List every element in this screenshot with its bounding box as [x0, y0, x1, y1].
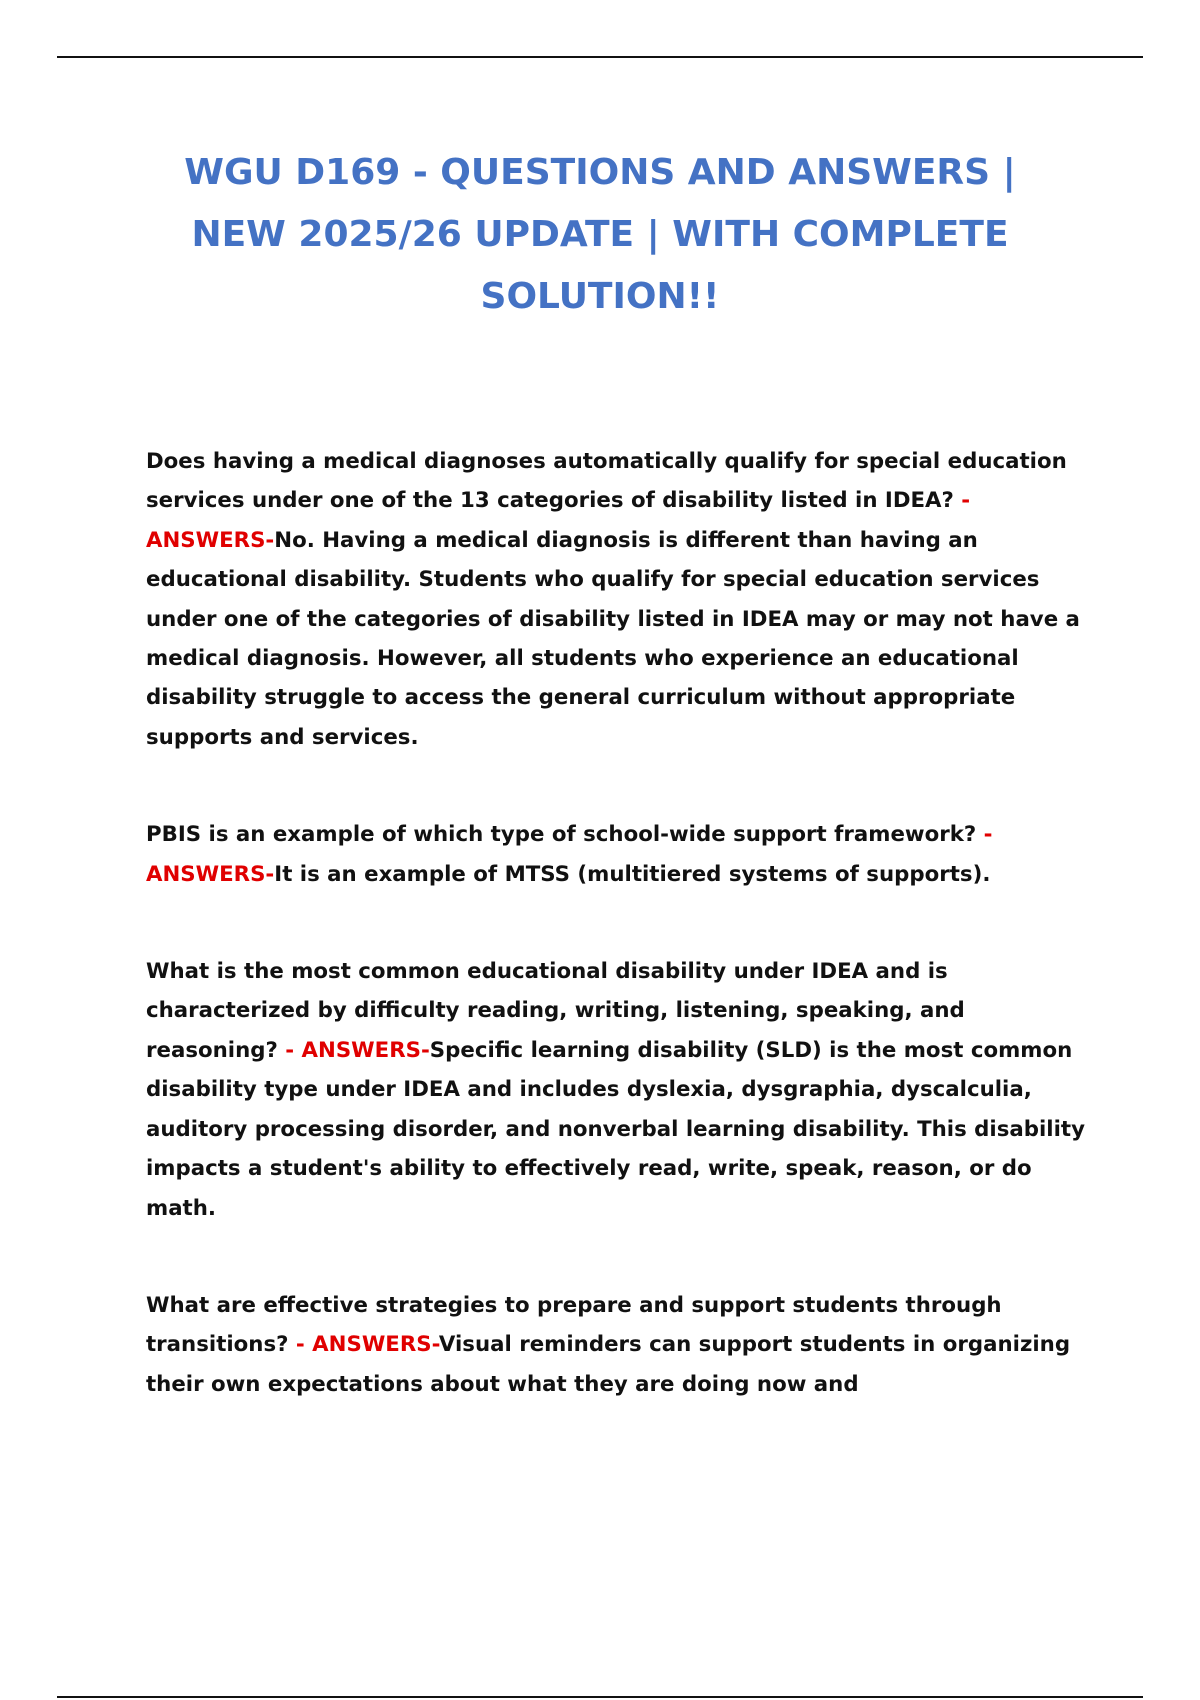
answer-text: Specific learning disability (SLD) is the most common disability type under IDEA and includes dyslexia, dysgraphia, dyscalculia, auditory processing disorder, and nonverbal learning disability. This disability impacts a student's ability to effectively read, write, speak, reason, or do math. [146, 1037, 1085, 1221]
question-text: Does having a medical diagnoses automatically qualify for special education services under one of the 13 categories of disability listed in IDEA? [146, 449, 1067, 514]
qa-item [146, 815, 1090, 894]
answer-marker-word: ANSWERS [146, 527, 266, 553]
question-text: What are effective strategies to prepare and support students through transitions? [146, 1292, 1002, 1358]
title-line: SOLUTION!! [480, 276, 720, 317]
title-line: NEW 2025/26 UPDATE | WITH COMPLETE [191, 214, 1009, 255]
question-text: PBIS is an example of which type of school-wide support framework? [146, 822, 977, 848]
answer-marker-suffix: - [265, 861, 275, 887]
answer-marker-prefix: - [953, 488, 971, 514]
top-divider [57, 56, 1143, 58]
answer-marker-suffix: - [265, 527, 275, 553]
answer-marker-prefix: - [288, 1332, 313, 1358]
answer-marker-suffix: - [431, 1332, 439, 1358]
qa-list [146, 442, 1090, 1462]
document-title [130, 142, 1070, 328]
answer-marker-word: ANSWERS [146, 861, 266, 887]
title-line: WGU D169 - QUESTIONS AND ANSWERS | [184, 152, 1016, 193]
answer-marker-suffix: - [420, 1037, 430, 1063]
answer-text: No. Having a medical diagnosis is different than having an educational disability. Students who qualify for special education services under one of the categories of disability listed in IDEA may or may not have a medical diagnosis. However, all students who experience an educational disability struggle to access the general curriculum without appropriate supports and services. [146, 527, 1080, 750]
answer-marker-prefix: - [976, 822, 993, 848]
qa-item [146, 442, 1090, 757]
question-text: What is the most common educational disability under IDEA and is characterized by difficulty reading, writing, listening, speaking, and reasoning? [146, 959, 965, 1063]
answer-text: Visual reminders can support students in organizing their own expectations about what they are doing now and [146, 1332, 1071, 1397]
answer-marker-word: ANSWERS [301, 1037, 421, 1063]
qa-item [146, 1286, 1090, 1404]
answer-text: It is an example of MTSS (multitiered systems of supports). [274, 861, 991, 887]
bottom-divider [57, 1696, 1143, 1698]
qa-item [146, 952, 1090, 1228]
answer-marker-prefix: - [277, 1037, 302, 1063]
answer-marker-word: ANSWERS [312, 1332, 432, 1358]
